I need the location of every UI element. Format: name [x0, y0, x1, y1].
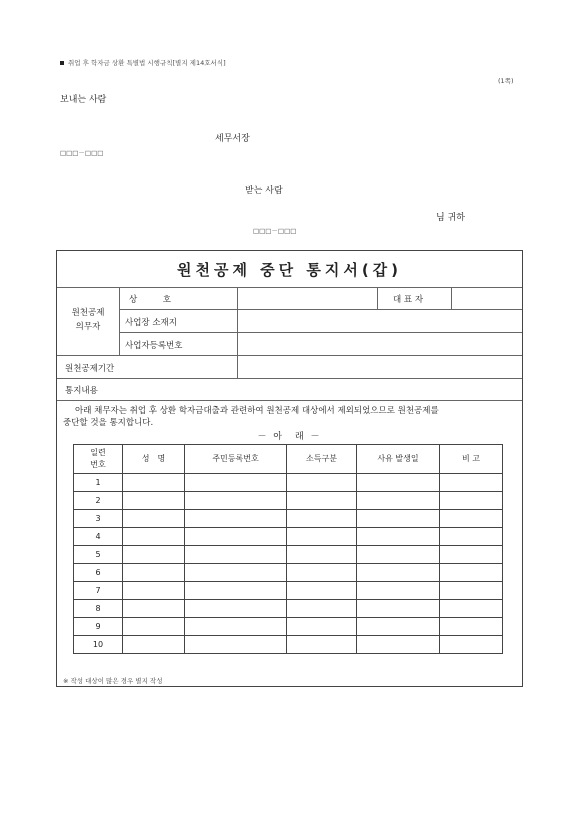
below-heading: － 아 래 － — [257, 432, 322, 442]
rrn-cell[interactable] — [185, 636, 287, 654]
name-cell[interactable] — [123, 582, 185, 600]
notice-text-line2: 중단할 것을 통지합니다. — [63, 418, 154, 428]
income-cell[interactable] — [287, 510, 357, 528]
row-serial-no: 10 — [74, 636, 123, 654]
name-cell[interactable] — [123, 546, 185, 564]
name-cell[interactable] — [123, 492, 185, 510]
income-cell[interactable] — [287, 492, 357, 510]
row-serial-no: 3 — [74, 510, 123, 528]
row-serial-no: 9 — [74, 618, 123, 636]
table-row — [74, 636, 503, 654]
obligor-label-line2: 의무자 — [75, 322, 101, 332]
divider — [119, 287, 120, 355]
form-reference — [60, 58, 226, 67]
income-cell[interactable] — [287, 564, 357, 582]
business-name-label: 상 호 — [129, 295, 171, 305]
row-serial-no: 1 — [74, 474, 123, 492]
divider — [57, 400, 522, 401]
row-serial-no: 4 — [74, 528, 123, 546]
address-field[interactable] — [238, 310, 521, 331]
date-cell[interactable] — [357, 618, 440, 636]
header-serial-no-line2: 번호 — [90, 460, 106, 469]
sender-label: 보내는 사람 — [60, 95, 107, 105]
row-serial-no: 2 — [74, 492, 123, 510]
header-name: 성 명 — [123, 445, 185, 474]
representative-field[interactable] — [452, 288, 521, 308]
content-label: 통지내용 — [65, 386, 98, 396]
rrn-cell[interactable] — [185, 564, 287, 582]
row-serial-no: 7 — [74, 582, 123, 600]
name-cell[interactable] — [123, 618, 185, 636]
rrn-cell[interactable] — [185, 474, 287, 492]
date-cell[interactable] — [357, 510, 440, 528]
business-name-field[interactable] — [238, 288, 376, 308]
footnote: ※ 작성 대상이 많은 경우 별지 작성 — [63, 677, 163, 685]
divider — [377, 287, 378, 309]
row-serial-no: 8 — [74, 600, 123, 618]
date-cell[interactable] — [357, 600, 440, 618]
period-field[interactable] — [238, 356, 521, 377]
name-cell[interactable] — [123, 600, 185, 618]
name-cell[interactable] — [123, 510, 185, 528]
income-cell[interactable] — [287, 474, 357, 492]
remarks-cell[interactable] — [440, 636, 503, 654]
income-cell[interactable] — [287, 582, 357, 600]
table-row — [74, 546, 503, 564]
header-remarks: 비 고 — [440, 445, 503, 474]
notice-text-line1: 아래 채무자는 취업 후 상환 학자금대출과 관련하여 원천공제 대상에서 제외되었으므로 원천공제를 — [75, 406, 439, 416]
income-cell[interactable] — [287, 636, 357, 654]
row-serial-no: 6 — [74, 564, 123, 582]
obligor-label — [65, 306, 111, 334]
address-label: 사업장 소재지 — [125, 318, 177, 328]
table-row — [74, 564, 503, 582]
debtor-table — [73, 444, 503, 654]
name-cell[interactable] — [123, 528, 185, 546]
rrn-cell[interactable] — [185, 492, 287, 510]
remarks-cell[interactable] — [440, 546, 503, 564]
table-row — [74, 600, 503, 618]
name-cell[interactable] — [123, 636, 185, 654]
income-cell[interactable] — [287, 618, 357, 636]
date-cell[interactable] — [357, 474, 440, 492]
remarks-cell[interactable] — [440, 600, 503, 618]
remarks-cell[interactable] — [440, 492, 503, 510]
obligor-label-line1: 원천공제 — [71, 308, 105, 318]
rrn-cell[interactable] — [185, 510, 287, 528]
bullet-icon — [60, 61, 64, 65]
table-row — [74, 510, 503, 528]
header-income-type: 소득구분 — [287, 445, 357, 474]
table-row — [74, 528, 503, 546]
rrn-cell[interactable] — [185, 546, 287, 564]
name-cell[interactable] — [123, 474, 185, 492]
receiver-postcode: □□□－□□□ — [253, 227, 297, 235]
date-cell[interactable] — [357, 582, 440, 600]
header-event-date: 사유 발생일 — [357, 445, 440, 474]
representative-label: 대 표 자 — [393, 295, 424, 305]
sender-postcode: □□□－□□□ — [60, 149, 104, 157]
remarks-cell[interactable] — [440, 510, 503, 528]
header-rrn: 주민등록번호 — [185, 445, 287, 474]
page-number: (1쪽) — [498, 77, 514, 85]
table-row — [74, 582, 503, 600]
income-cell[interactable] — [287, 600, 357, 618]
bizno-field[interactable] — [238, 333, 521, 354]
receiver-honorific: 님 귀하 — [436, 213, 465, 223]
date-cell[interactable] — [357, 492, 440, 510]
date-cell[interactable] — [357, 528, 440, 546]
table-row — [74, 492, 503, 510]
remarks-cell[interactable] — [440, 618, 503, 636]
rrn-cell[interactable] — [185, 600, 287, 618]
period-label: 원천공제기간 — [65, 364, 115, 374]
form-title: 원천공제 중단 통지서(갑) — [176, 261, 403, 279]
rrn-cell[interactable] — [185, 618, 287, 636]
header-serial-no — [74, 445, 123, 474]
remarks-cell[interactable] — [440, 474, 503, 492]
table-row — [74, 618, 503, 636]
date-cell[interactable] — [357, 564, 440, 582]
income-cell[interactable] — [287, 546, 357, 564]
table-row — [74, 474, 503, 492]
bizno-label: 사업자등록번호 — [125, 341, 183, 351]
divider — [57, 378, 522, 379]
receiver-label: 받는 사람 — [245, 186, 283, 196]
date-cell[interactable] — [357, 546, 440, 564]
notice-form — [56, 250, 523, 687]
remarks-cell[interactable] — [440, 564, 503, 582]
remarks-cell[interactable] — [440, 528, 503, 546]
remarks-cell[interactable] — [440, 582, 503, 600]
rrn-cell[interactable] — [185, 528, 287, 546]
form-reference-text: 취업 후 학자금 상환 특별법 시행규칙[별지 제14호서식] — [68, 59, 226, 67]
income-cell[interactable] — [287, 528, 357, 546]
table-header-row — [74, 445, 503, 474]
name-cell[interactable] — [123, 564, 185, 582]
date-cell[interactable] — [357, 636, 440, 654]
sender-office: 세무서장 — [215, 134, 250, 144]
header-serial-no-line1: 일련 — [90, 448, 106, 457]
row-serial-no: 5 — [74, 546, 123, 564]
rrn-cell[interactable] — [185, 582, 287, 600]
